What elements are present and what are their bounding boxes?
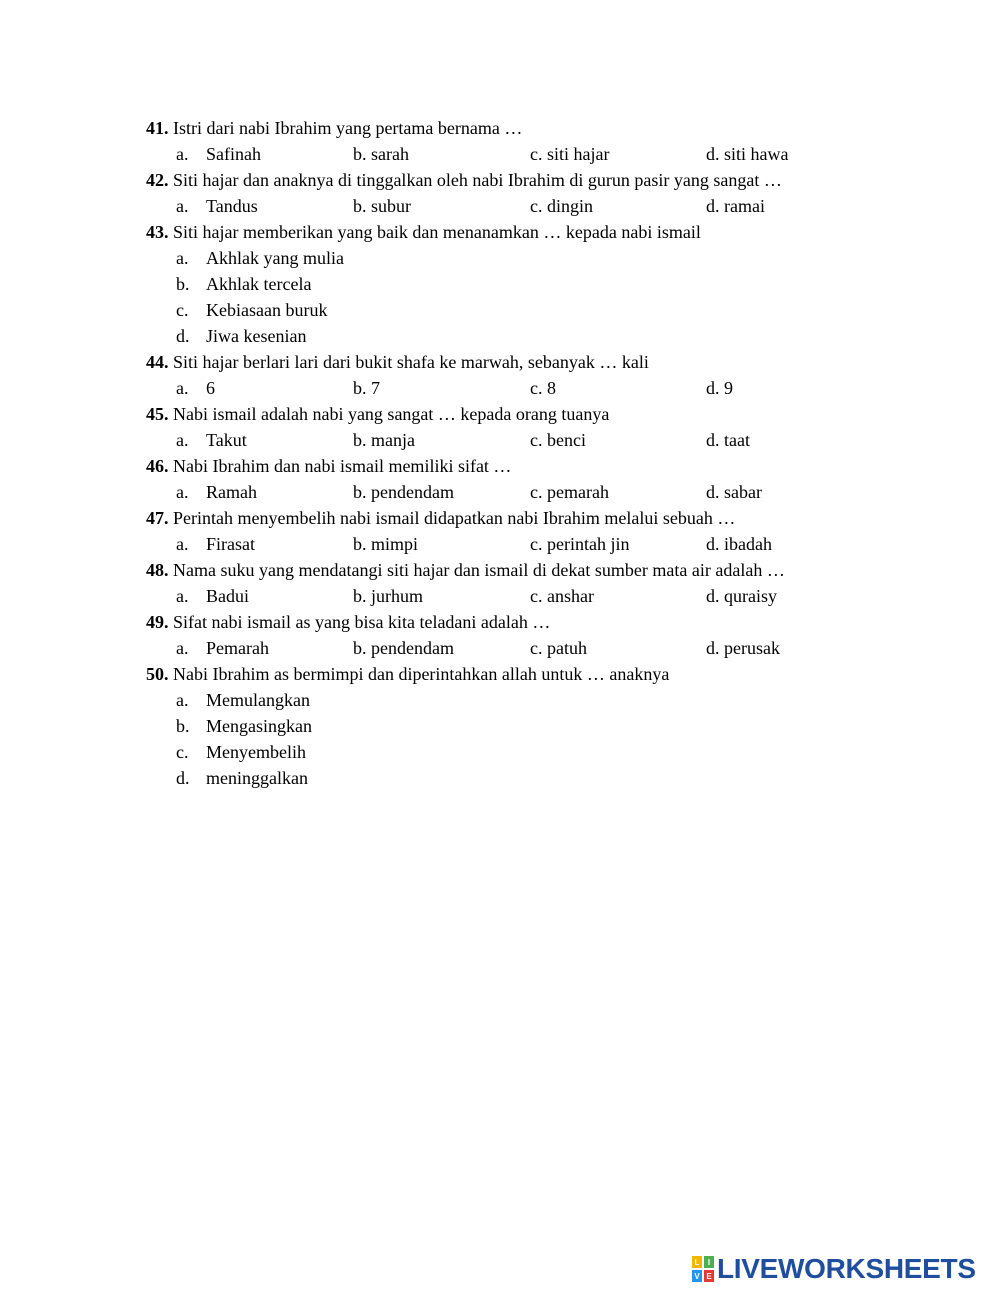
question-number: 50.	[146, 664, 169, 684]
question-text: Siti hajar memberikan yang baik dan menanamkan … kepada nabi ismail	[173, 222, 701, 242]
option-49-2[interactable]	[530, 638, 587, 659]
option-42-2[interactable]	[530, 196, 593, 217]
option-text: Jiwa kesenian	[206, 326, 307, 346]
option-text: Tandus	[206, 196, 258, 216]
question-number: 41.	[146, 118, 169, 138]
option-text: Akhlak yang mulia	[206, 248, 344, 268]
option-43-0[interactable]	[176, 248, 344, 269]
option-47-1[interactable]	[353, 534, 418, 555]
option-45-0[interactable]	[176, 430, 247, 451]
question-number: 49.	[146, 612, 169, 632]
question-number: 48.	[146, 560, 169, 580]
option-text: b. mimpi	[353, 534, 419, 554]
option-letter: d.	[176, 326, 190, 346]
option-text: d. perusak	[706, 638, 780, 658]
option-44-2[interactable]	[530, 378, 556, 399]
question-44	[146, 352, 649, 373]
option-text: c. siti hajar	[530, 144, 610, 164]
option-letter: a.	[176, 430, 189, 450]
option-50-2[interactable]	[176, 742, 306, 763]
option-text: Memulangkan	[206, 690, 310, 710]
question-49	[146, 612, 550, 633]
option-letter: a.	[176, 534, 189, 554]
option-letter: a.	[176, 690, 189, 710]
option-44-3[interactable]	[706, 378, 733, 399]
option-text: Safinah	[206, 144, 261, 164]
option-text: Menyembelih	[206, 742, 306, 762]
logo-mark-v: V	[692, 1270, 702, 1282]
option-letter: a.	[176, 638, 189, 658]
option-text: c. patuh	[530, 638, 587, 658]
option-text: Pemarah	[206, 638, 269, 658]
option-text: Kebiasaan buruk	[206, 300, 328, 320]
option-text: Badui	[206, 586, 249, 606]
question-text: Siti hajar berlari lari dari bukit shafa ke marwah, sebanyak … kali	[173, 352, 649, 372]
option-45-3[interactable]	[706, 430, 750, 451]
option-text: Firasat	[206, 534, 255, 554]
option-text: c. 8	[530, 378, 556, 398]
option-49-0[interactable]	[176, 638, 269, 659]
option-text: b. subur	[353, 196, 411, 216]
question-text: Istri dari nabi Ibrahim yang pertama bernama …	[173, 118, 523, 138]
option-letter: b.	[176, 274, 190, 294]
option-text: c. perintah jin	[530, 534, 630, 554]
option-letter: d.	[176, 768, 190, 788]
option-45-2[interactable]	[530, 430, 586, 451]
option-47-2[interactable]	[530, 534, 629, 555]
option-46-1[interactable]	[353, 482, 454, 503]
option-text: b. 7	[353, 378, 380, 398]
option-letter: a.	[176, 248, 189, 268]
question-48	[146, 560, 785, 581]
question-text: Perintah menyembelih nabi ismail didapatkan nabi Ibrahim melalui sebuah …	[173, 508, 736, 528]
option-text: 6	[206, 378, 215, 398]
option-letter: a.	[176, 482, 189, 502]
question-text: Nama suku yang mendatangi siti hajar dan ismail di dekat sumber mata air adalah …	[173, 560, 785, 580]
option-46-3[interactable]	[706, 482, 762, 503]
option-text: d. ramai	[706, 196, 765, 216]
option-44-0[interactable]	[176, 378, 215, 399]
option-42-0[interactable]	[176, 196, 258, 217]
option-44-1[interactable]	[353, 378, 380, 399]
option-49-1[interactable]	[353, 638, 454, 659]
option-text: d. taat	[706, 430, 750, 450]
logo-mark-i: I	[704, 1256, 714, 1268]
option-text: Mengasingkan	[206, 716, 312, 736]
option-text: b. sarah	[353, 144, 409, 164]
logo-text: LIVEWORKSHEETS	[717, 1253, 976, 1284]
option-text: c. dingin	[530, 196, 593, 216]
option-text: b. pendendam	[353, 482, 454, 502]
option-text: d. 9	[706, 378, 733, 398]
option-letter: a.	[176, 586, 189, 606]
option-43-1[interactable]	[176, 274, 311, 295]
option-42-3[interactable]	[706, 196, 765, 217]
question-text: Sifat nabi ismail as yang bisa kita teladani adalah …	[173, 612, 551, 632]
option-50-1[interactable]	[176, 716, 312, 737]
question-text: Nabi Ibrahim dan nabi ismail memiliki sifat …	[173, 456, 512, 476]
option-text: c. pemarah	[530, 482, 609, 502]
option-48-3[interactable]	[706, 586, 777, 607]
option-text: Ramah	[206, 482, 257, 502]
question-number: 46.	[146, 456, 169, 476]
liveworksheets-logo	[692, 1253, 976, 1285]
option-letter: c.	[176, 742, 189, 762]
option-47-3[interactable]	[706, 534, 772, 555]
option-letter: a.	[176, 196, 189, 216]
question-number: 47.	[146, 508, 169, 528]
option-text: d. quraisy	[706, 586, 777, 606]
question-number: 42.	[146, 170, 169, 190]
question-42	[146, 170, 782, 191]
option-text: b. jurhum	[353, 586, 423, 606]
option-50-0[interactable]	[176, 690, 310, 711]
option-46-0[interactable]	[176, 482, 257, 503]
option-49-3[interactable]	[706, 638, 780, 659]
option-48-1[interactable]	[353, 586, 423, 607]
question-43	[146, 222, 701, 243]
question-number: 45.	[146, 404, 169, 424]
option-letter: a.	[176, 378, 189, 398]
option-48-0[interactable]	[176, 586, 249, 607]
option-46-2[interactable]	[530, 482, 609, 503]
question-number: 44.	[146, 352, 169, 372]
option-text: d. siti hawa	[706, 144, 789, 164]
option-text: d. ibadah	[706, 534, 772, 554]
option-50-3[interactable]	[176, 768, 308, 789]
question-41	[146, 118, 522, 139]
option-letter: b.	[176, 716, 190, 736]
option-41-3[interactable]	[706, 144, 789, 165]
option-41-1[interactable]	[353, 144, 409, 165]
option-41-0[interactable]	[176, 144, 261, 165]
logo-mark-icon	[692, 1256, 714, 1282]
logo-mark-e: E	[704, 1270, 714, 1282]
logo-mark-l: L	[692, 1256, 702, 1268]
question-50	[146, 664, 669, 685]
option-text: c. anshar	[530, 586, 594, 606]
question-text: Nabi Ibrahim as bermimpi dan diperintahkan allah untuk … anaknya	[173, 664, 670, 684]
option-text: Akhlak tercela	[206, 274, 312, 294]
question-number: 43.	[146, 222, 169, 242]
option-text: c. benci	[530, 430, 586, 450]
option-text: meninggalkan	[206, 768, 308, 788]
option-text: Takut	[206, 430, 247, 450]
option-41-2[interactable]	[530, 144, 609, 165]
question-47	[146, 508, 735, 529]
option-letter: a.	[176, 144, 189, 164]
option-text: b. pendendam	[353, 638, 454, 658]
option-48-2[interactable]	[530, 586, 594, 607]
option-43-3[interactable]	[176, 326, 306, 347]
option-43-2[interactable]	[176, 300, 327, 321]
question-text: Nabi ismail adalah nabi yang sangat … kepada orang tuanya	[173, 404, 610, 424]
option-letter: c.	[176, 300, 189, 320]
question-45	[146, 404, 609, 425]
question-text: Siti hajar dan anaknya di tinggalkan oleh nabi Ibrahim di gurun pasir yang sangat …	[173, 170, 782, 190]
option-47-0[interactable]	[176, 534, 255, 555]
option-text: d. sabar	[706, 482, 762, 502]
question-46	[146, 456, 511, 477]
option-42-1[interactable]	[353, 196, 411, 217]
option-45-1[interactable]	[353, 430, 415, 451]
option-text: b. manja	[353, 430, 415, 450]
